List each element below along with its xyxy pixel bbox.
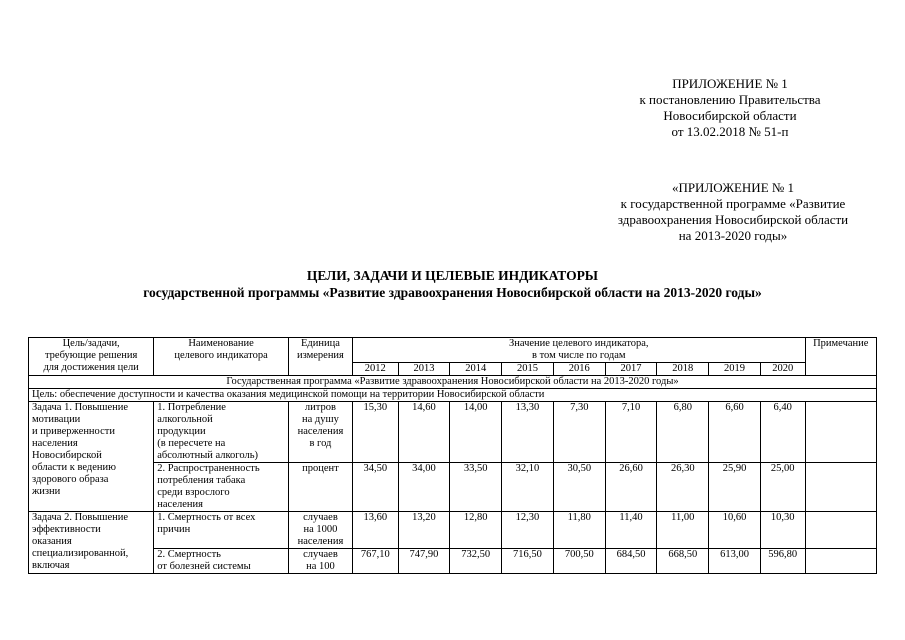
header-indicator-line: целевого индикатора	[174, 350, 268, 361]
indicators-table	[28, 337, 877, 574]
year-cell: 2014	[450, 363, 502, 376]
value-cell: 34,50	[353, 463, 399, 512]
value-cell: 13,30	[502, 402, 554, 463]
task-line: жизни	[32, 486, 61, 497]
value-cell: 716,50	[502, 549, 554, 574]
value-cell: 30,50	[553, 463, 605, 512]
unit-line: населения	[297, 426, 344, 437]
value-cell: 26,60	[605, 463, 657, 512]
task-line: области к ведению	[32, 462, 116, 473]
indicator-name-line: продукции	[157, 426, 206, 437]
header-unit	[288, 338, 352, 376]
value-cell: 10,30	[760, 512, 805, 549]
note-cell	[805, 463, 876, 512]
value-cell: 732,50	[450, 549, 502, 574]
value-cell: 10,60	[709, 512, 761, 549]
indicator-name-cell	[154, 402, 289, 463]
value-cell: 13,60	[353, 512, 399, 549]
note-cell	[805, 549, 876, 574]
table-header-row	[29, 338, 877, 363]
task-line: мотивации	[32, 414, 81, 425]
header-value-line: Значение целевого индикатора,	[508, 338, 649, 349]
header-goal-line: Цель/задачи,	[62, 338, 120, 349]
task-line: и приверженности	[32, 426, 115, 437]
unit-line: на 100	[306, 561, 335, 572]
appendix-2-line: к государственной программе «Развитие	[620, 196, 846, 211]
unit-line: в год	[309, 438, 332, 449]
task-line: Новосибирской	[32, 450, 102, 461]
goal-row	[29, 389, 877, 402]
indicator-name-line: абсолютный алкоголь)	[157, 450, 258, 461]
unit-cell	[288, 463, 352, 512]
year-cell: 2016	[553, 363, 605, 376]
task-line: специализированной,	[32, 548, 129, 559]
indicator-name-line: 1. Потребление	[157, 402, 226, 413]
appendix-1-line: к постановлению Правительства	[639, 92, 821, 107]
unit-line: на 1000	[303, 524, 338, 535]
unit-cell	[288, 549, 352, 574]
table-row	[29, 549, 877, 574]
value-cell: 34,00	[398, 463, 450, 512]
header-value	[353, 338, 805, 363]
unit-line: литров	[304, 402, 336, 413]
task-line: здорового образа	[32, 474, 109, 485]
indicator-name-line: 2. Распространенность	[157, 463, 260, 474]
value-cell: 11,40	[605, 512, 657, 549]
year-cell: 2020	[760, 363, 805, 376]
value-cell: 596,80	[760, 549, 805, 574]
value-cell: 14,00	[450, 402, 502, 463]
indicator-name-cell	[154, 512, 289, 549]
task-cell	[29, 402, 154, 512]
note-cell	[805, 512, 876, 549]
header-indicator-line: Наименование	[188, 338, 254, 349]
header-indicator	[154, 338, 289, 376]
task-line: включая	[32, 560, 70, 571]
task-line: населения	[32, 438, 78, 449]
appendix-1-line: ПРИЛОЖЕНИЕ № 1	[672, 76, 788, 91]
indicator-name-line: алкогольной	[157, 414, 213, 425]
value-cell: 12,80	[450, 512, 502, 549]
program-cell: Государственная программа «Развитие здравоохранения Новосибирской области на 2013-2020 годы»	[29, 376, 877, 389]
appendix-1-line: Новосибирской области	[663, 108, 797, 123]
table-row	[29, 512, 877, 549]
value-cell: 12,30	[502, 512, 554, 549]
year-cell: 2013	[398, 363, 450, 376]
task-line: Задача 2. Повышение	[32, 512, 129, 523]
title-line-2: государственной программы «Развитие здравоохранения Новосибирской области на 2013-2020 годы»	[143, 285, 762, 300]
appendix-2-line: на 2013-2020 годы»	[678, 228, 788, 243]
program-row	[29, 376, 877, 389]
indicator-name-cell	[154, 463, 289, 512]
table-row	[29, 402, 877, 463]
value-cell: 7,30	[553, 402, 605, 463]
indicator-name-line: потребления табака	[157, 475, 246, 486]
appendix-2-line: здравоохранения Новосибирской области	[617, 212, 849, 227]
indicator-name-line: причин	[157, 524, 191, 535]
task-line: эффективности	[32, 524, 101, 535]
value-cell: 767,10	[353, 549, 399, 574]
indicator-name-line: среди взрослого	[157, 487, 230, 498]
value-cell: 14,60	[398, 402, 450, 463]
value-cell: 25,90	[709, 463, 761, 512]
unit-line: на душу	[302, 414, 339, 425]
year-cell: 2019	[709, 363, 761, 376]
year-cell: 2015	[502, 363, 554, 376]
year-cell: 2018	[657, 363, 709, 376]
appendix-2-block	[578, 180, 888, 244]
value-cell: 15,30	[353, 402, 399, 463]
task-line: оказания	[32, 536, 72, 547]
value-cell: 747,90	[398, 549, 450, 574]
value-cell: 11,00	[657, 512, 709, 549]
indicator-name-line: населения	[157, 499, 203, 510]
table-row	[29, 463, 877, 512]
note-cell	[805, 402, 876, 463]
value-cell: 7,10	[605, 402, 657, 463]
indicator-name-line: 1. Смертность от всех	[157, 512, 256, 523]
value-cell: 613,00	[709, 549, 761, 574]
unit-line: случаев	[303, 549, 338, 560]
indicator-name-line: (в пересчете на	[157, 438, 226, 449]
value-cell: 6,60	[709, 402, 761, 463]
value-cell: 11,80	[553, 512, 605, 549]
unit-line: случаев	[303, 512, 338, 523]
value-cell: 6,40	[760, 402, 805, 463]
header-goal-line: для достижения цели	[43, 362, 139, 373]
value-cell: 33,50	[450, 463, 502, 512]
year-cell: 2012	[353, 363, 399, 376]
value-cell: 32,10	[502, 463, 554, 512]
value-cell: 13,20	[398, 512, 450, 549]
appendix-1-line: от 13.02.2018 № 51-п	[671, 124, 789, 139]
task-cell	[29, 512, 154, 574]
document-title	[0, 267, 905, 301]
value-cell: 26,30	[657, 463, 709, 512]
title-line-1: ЦЕЛИ, ЗАДАЧИ И ЦЕЛЕВЫЕ ИНДИКАТОРЫ	[306, 268, 599, 283]
value-cell: 684,50	[605, 549, 657, 574]
unit-line: процент	[302, 463, 339, 474]
header-unit-line: измерения	[296, 350, 344, 361]
value-cell: 700,50	[553, 549, 605, 574]
indicator-name-line: 2. Смертность	[157, 549, 221, 560]
unit-cell	[288, 402, 352, 463]
header-value-line: в том числе по годам	[531, 350, 626, 361]
year-cell: 2017	[605, 363, 657, 376]
value-cell: 668,50	[657, 549, 709, 574]
goal-cell: Цель: обеспечение доступности и качества оказания медицинской помощи на территории Новосибирской области	[29, 389, 877, 402]
indicator-name-line: от болезней системы	[157, 561, 251, 572]
value-cell: 6,80	[657, 402, 709, 463]
unit-cell	[288, 512, 352, 549]
appendix-2-line: «ПРИЛОЖЕНИЕ № 1	[671, 180, 795, 195]
header-unit-line: Единица	[300, 338, 340, 349]
header-goal-line: требующие решения	[44, 350, 138, 361]
indicator-name-cell	[154, 549, 289, 574]
header-goal	[29, 338, 154, 376]
unit-line: населения	[297, 536, 344, 547]
appendix-1-block	[610, 76, 850, 140]
task-line: Задача 1. Повышение	[32, 402, 129, 413]
value-cell: 25,00	[760, 463, 805, 512]
header-note: Примечание	[805, 338, 876, 376]
